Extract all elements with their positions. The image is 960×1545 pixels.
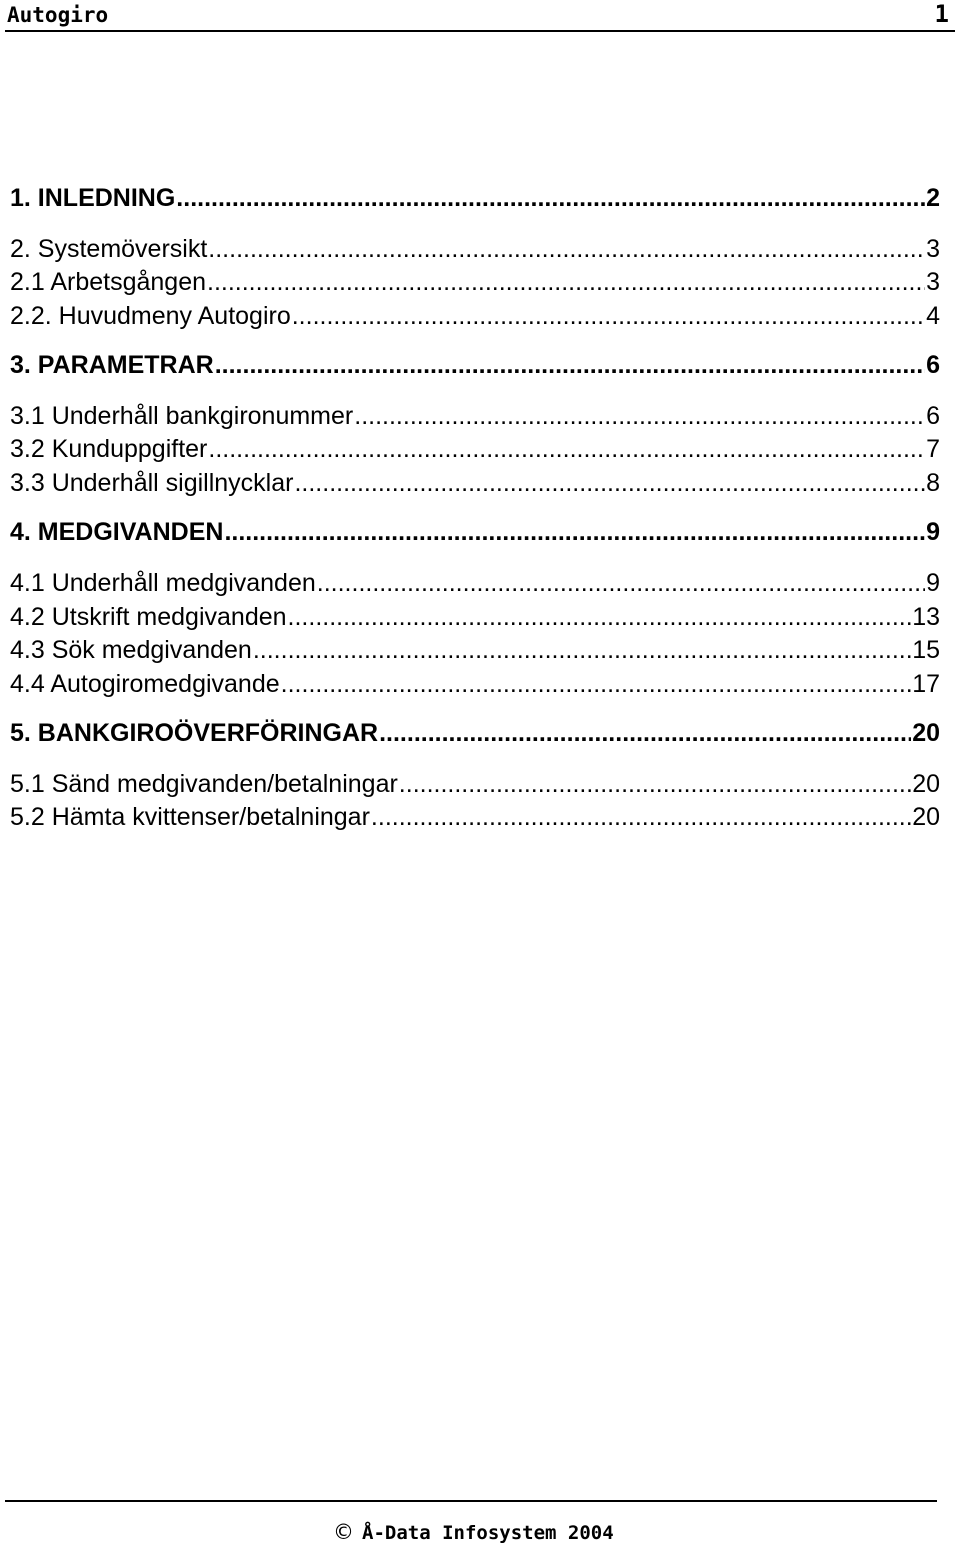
toc-entry-bankgirooverforingar[interactable] [10, 718, 940, 748]
toc-entry-systemoversikt[interactable] [10, 234, 940, 264]
toc-entry-page: 3 [926, 268, 940, 296]
toc-entry-label: 4.4 Autogiromedgivande [10, 670, 280, 698]
toc-entry-label: 4.1 Underhåll medgivanden [10, 569, 316, 597]
toc-entry-utskrift-medgivanden[interactable] [10, 602, 940, 632]
toc-entry-medgivanden[interactable] [10, 517, 940, 547]
toc-dot-leader [224, 517, 925, 547]
copyright-icon: © [333, 1520, 354, 1544]
toc-entry-page: 20 [912, 719, 940, 747]
toc-entry-label: 2.2. Huvudmeny Autogiro [10, 302, 291, 330]
toc-entry-page: 20 [912, 770, 940, 798]
toc-entry-page: 17 [912, 670, 940, 698]
toc-entry-page: 20 [912, 803, 940, 831]
toc-entry-label: 2. Systemöversikt [10, 235, 208, 263]
toc-entry-label: 5. BANKGIROÖVERFÖRINGAR [10, 719, 379, 747]
toc-entry-label: 3.1 Underhåll bankgironummer [10, 402, 354, 430]
toc-entry-label: 3.3 Underhåll sigillnycklar [10, 469, 294, 497]
page-footer [333, 1520, 614, 1545]
toc-dot-leader [208, 434, 925, 464]
toc-entry-page: 7 [926, 435, 940, 463]
footer-divider [5, 1500, 937, 1502]
toc-entry-label: 4.3 Sök medgivanden [10, 636, 252, 664]
toc-entry-page: 13 [912, 603, 940, 631]
toc-entry-label: 5.1 Sänd medgivanden/betalningar [10, 770, 398, 798]
toc-entry-label: 4.2 Utskrift medgivanden [10, 603, 287, 631]
toc-entry-page: 4 [926, 302, 940, 330]
toc-entry-label: 5.2 Hämta kvittenser/betalningar [10, 803, 370, 831]
toc-dot-leader [354, 401, 925, 431]
toc-entry-bankgironummer[interactable] [10, 401, 940, 431]
toc-dot-leader [207, 267, 925, 297]
toc-dot-leader [208, 234, 925, 264]
toc-entry-arbetsgangen[interactable] [10, 267, 940, 297]
toc-dot-leader [317, 568, 925, 598]
toc-entry-label: 2.1 Arbetsgången [10, 268, 206, 296]
toc-entry-page: 9 [926, 569, 940, 597]
toc-dot-leader [176, 183, 925, 213]
toc-entry-hamta-kvittenser[interactable] [10, 802, 940, 832]
toc-entry-sok-medgivanden[interactable] [10, 635, 940, 665]
toc-dot-leader [371, 802, 911, 832]
toc-dot-leader [253, 635, 911, 665]
toc-entry-page: 8 [926, 469, 940, 497]
toc-entry-sigillnycklar[interactable] [10, 468, 940, 498]
toc-entry-inledning[interactable] [10, 183, 940, 213]
toc-entry-huvudmeny[interactable] [10, 301, 940, 331]
toc-entry-label: 3.2 Kunduppgifter [10, 435, 208, 463]
toc-dot-leader [379, 718, 911, 748]
toc-dot-leader [292, 301, 925, 331]
toc-entry-label: 1. INLEDNING [10, 184, 176, 212]
toc-entry-underhall-medgivanden[interactable] [10, 568, 940, 598]
toc-entry-page: 6 [926, 402, 940, 430]
header-title: Autogiro [7, 3, 109, 27]
toc-entry-page: 6 [926, 351, 940, 379]
toc-dot-leader [294, 468, 925, 498]
toc-entry-sand-medgivanden[interactable] [10, 769, 940, 799]
toc-entry-kunduppgifter[interactable] [10, 434, 940, 464]
toc-dot-leader [215, 350, 925, 380]
toc-entry-page: 3 [926, 235, 940, 263]
toc-entry-page: 9 [926, 518, 940, 546]
toc-entry-parametrar[interactable] [10, 350, 940, 380]
toc-dot-leader [399, 769, 911, 799]
toc-dot-leader [281, 669, 912, 699]
header-page-number: 1 [934, 0, 949, 28]
toc-entry-page: 15 [912, 636, 940, 664]
toc-entry-page: 2 [926, 184, 940, 212]
page-header [5, 0, 955, 32]
toc-entry-autogiromedgivande[interactable] [10, 669, 940, 699]
footer-text: Å-Data Infosystem 2004 [362, 1522, 614, 1544]
toc-dot-leader [288, 602, 912, 632]
toc-entry-label: 4. MEDGIVANDEN [10, 518, 224, 546]
toc-entry-label: 3. PARAMETRAR [10, 351, 214, 379]
